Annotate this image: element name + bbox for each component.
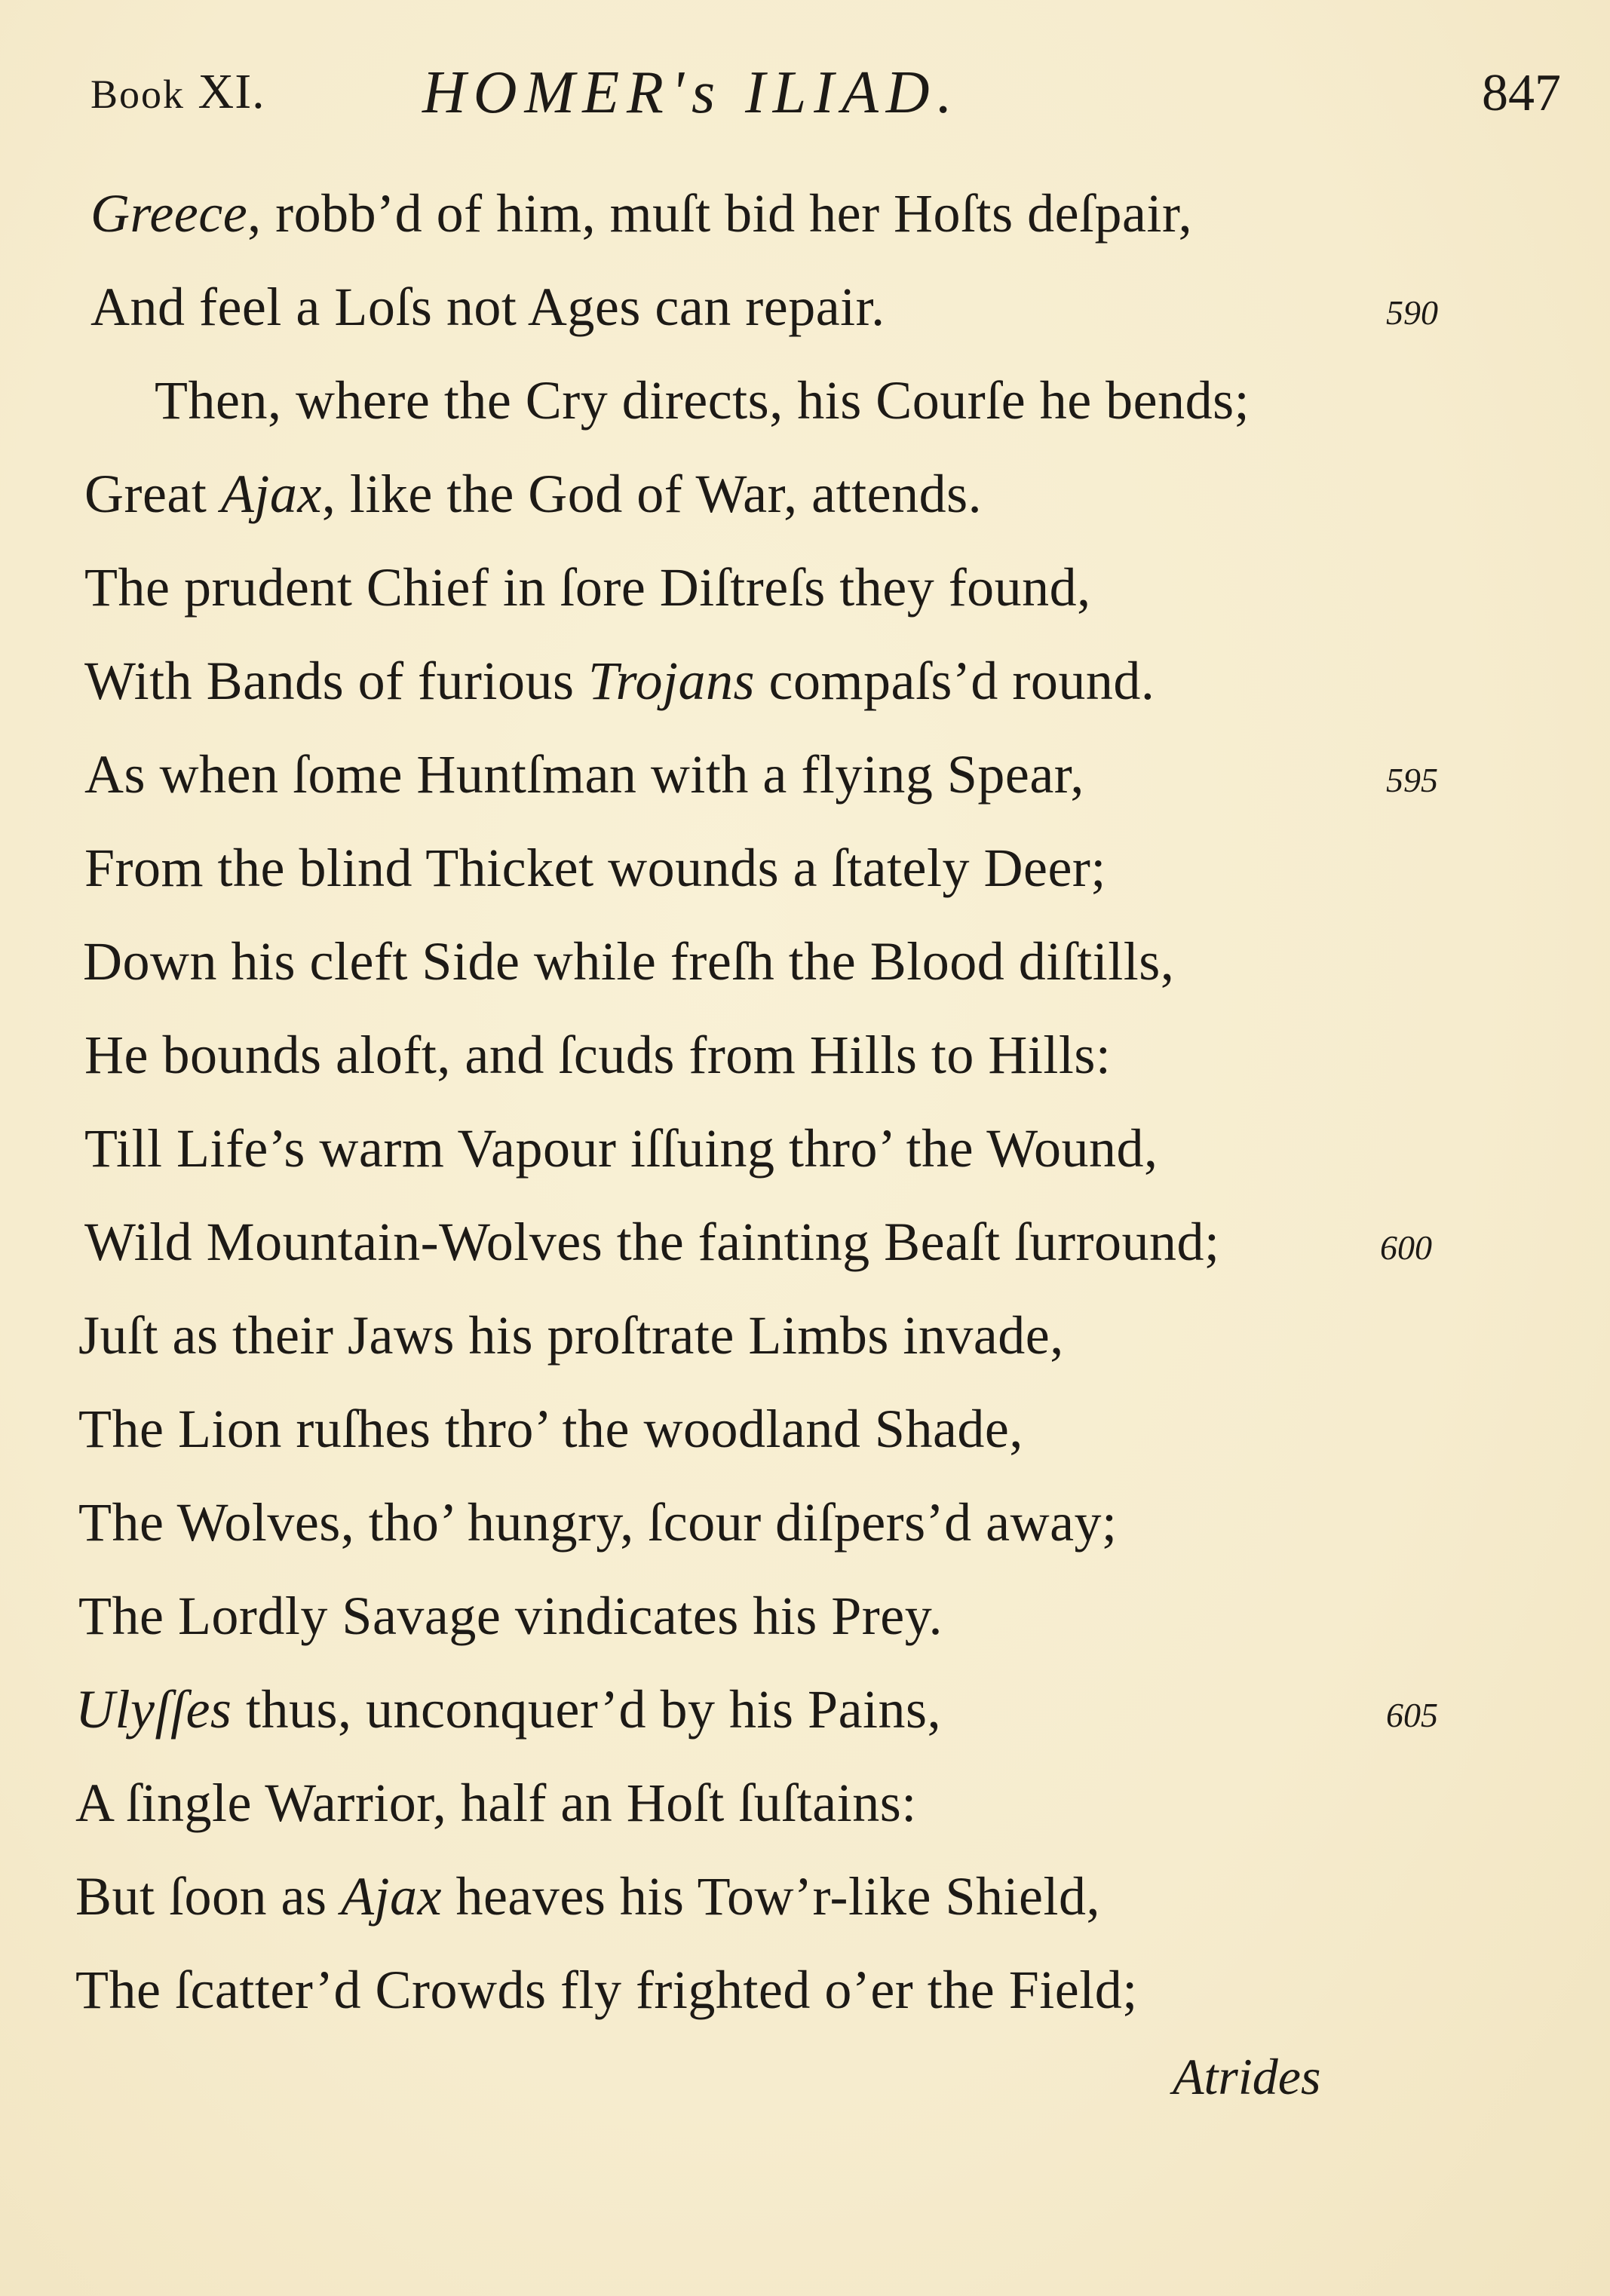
verse-line — [78, 1398, 1023, 1461]
verse-line — [84, 650, 1155, 713]
verse-text: A ſingle Warrior, half an Hoſt ſuſtains: — [75, 1773, 917, 1833]
verse-text: , like the God of War, attends. — [321, 464, 983, 524]
verse-text: Wild Mountain-Wolves the fainting Beaſt ſurround; — [84, 1212, 1220, 1272]
verse-line — [83, 930, 1174, 993]
verse-line — [75, 1678, 941, 1741]
verse-line — [78, 1304, 1064, 1367]
verse-line — [84, 743, 1084, 806]
verse-line — [84, 837, 1106, 900]
italic-name: Ajax — [220, 464, 322, 524]
verse-text: , robb’d of him, muſt bid her Hoſts deſpair, — [247, 183, 1193, 244]
verse-text: Down his cleft Side while freſh the Blood diſtills, — [83, 931, 1175, 992]
page-number: 847 — [1482, 64, 1561, 122]
verse-line — [78, 1491, 1118, 1554]
line-number: 595 — [1386, 761, 1438, 799]
verse-text: He bounds aloft, and ſcuds from Hills to Hills: — [84, 1025, 1112, 1085]
verse-text: heaves his Tow’r-like Shield, — [441, 1866, 1100, 1927]
book-label — [90, 63, 265, 121]
catchword: Atrides — [1173, 2048, 1321, 2105]
verse-text: From the blind Thicket wounds a ſtately Deer; — [84, 838, 1106, 898]
verse-text: compaſs’d round. — [755, 651, 1155, 711]
verse-text: The Lion ruſhes thro’ the woodland Shade, — [78, 1399, 1023, 1459]
verse-text: thus, unconquer’d by his Pains, — [232, 1679, 942, 1740]
verse-text: The Lordly Savage vindicates his Prey. — [78, 1586, 943, 1646]
verse-line — [84, 1117, 1158, 1180]
italic-name: Greece — [90, 183, 248, 244]
verse-text: As when ſome Huntſman with a flying Spear, — [84, 744, 1084, 805]
italic-name: Ulyſſes — [75, 1679, 232, 1740]
verse-line — [75, 1865, 1100, 1928]
verse-text: But ſoon as — [75, 1866, 342, 1927]
verse-line — [75, 1772, 917, 1835]
verse-line — [155, 369, 1250, 432]
verse-line — [84, 1024, 1111, 1087]
running-title: HOMER's ILIAD. — [422, 60, 960, 126]
verse-text: The prudent Chief in ſore Diſtreſs they found, — [84, 557, 1091, 618]
verse-line — [90, 182, 1192, 245]
line-number: 600 — [1380, 1228, 1432, 1267]
verse-line — [75, 1959, 1138, 2022]
verse-line — [90, 276, 885, 339]
verse-text: Then, where the Cry directs, his Courſe he bends; — [155, 370, 1250, 431]
verse-text: The ſcatter’d Crowds fly frighted o’er the Field; — [75, 1960, 1138, 2020]
italic-name: Trojans — [588, 651, 755, 711]
book-numeral: XI. — [198, 64, 265, 119]
verse-text: And feel a Loſs not Ages can repair. — [90, 277, 885, 337]
verse-text: Juſt as their Jaws his proſtrate Limbs invade, — [78, 1305, 1064, 1366]
running-header — [0, 59, 1610, 142]
verse-text: Till Life’s warm Vapour iſſuing thro’ the Wound, — [84, 1118, 1158, 1179]
verse-line — [84, 556, 1091, 619]
line-number: 605 — [1386, 1696, 1438, 1734]
verse-text: The Wolves, tho’ hungry, ſcour diſpers’d away; — [78, 1492, 1118, 1553]
line-number: 590 — [1386, 293, 1438, 332]
book-word: Book — [90, 72, 186, 117]
verse-text: Great — [84, 464, 221, 524]
verse-line — [84, 463, 982, 526]
verse-line — [78, 1585, 943, 1648]
verse-line — [84, 1211, 1220, 1274]
italic-name: Ajax — [341, 1866, 442, 1927]
verse-text: With Bands of furious — [84, 651, 589, 711]
